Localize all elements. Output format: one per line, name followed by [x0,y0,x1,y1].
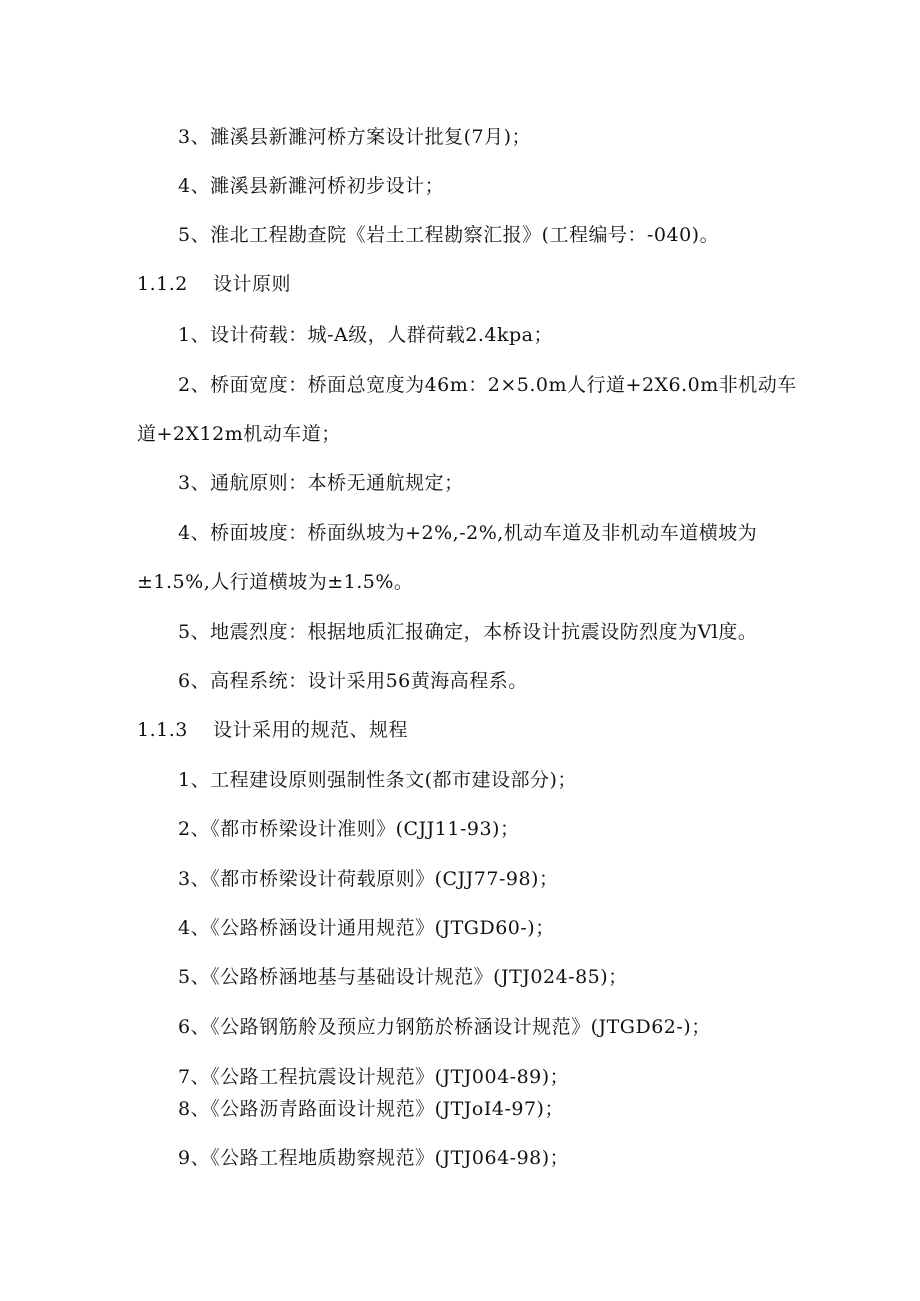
list-item: 3、濉溪县新濉河桥方案设计批复(7月)； [178,126,532,148]
list-item: 5、淮北工程勘查院《岩土工程勘察汇报》(工程编号：-040)。 [178,224,720,246]
list-item: 9、《公路工程地质勘察规范》(JTJ064-98)； [178,1147,570,1169]
list-item: 4、濉溪县新濉河桥初步设计； [178,175,445,197]
list-item: 6、高程系统：设计采用56黄海高程系。 [178,670,528,692]
section-number: 1.1.2 [137,273,188,295]
list-item: 3、《都市桥梁设计荷载原则》(CJJ77-98)； [178,868,559,890]
section-title: 设计原则 [213,273,292,295]
list-item: 8、《公路沥青路面设计规范》(JTJoI4-97)； [178,1098,564,1120]
section-heading-1-1-3 [137,717,408,743]
list-item: 2、《都市桥梁设计准则》(CJJ11-93)； [178,818,520,840]
section-heading-1-1-2 [137,271,291,297]
list-item-continuation: ±1.5%,人行道横坡为±1.5%。 [137,571,414,593]
list-item: 1、工程建设原则强制性条文(都市建设部分)； [178,769,577,791]
list-item: 1、设计荷载：城-A级，人群荷载2.4kpa； [178,324,553,346]
section-title: 设计采用的规范、规程 [213,719,409,741]
list-item: 3、通航原则：本桥无通航规定； [178,472,464,494]
list-item: 2、桥面宽度：桥面总宽度为46m：2×5.0m人行道+2X6.0m非机动车 [178,374,797,396]
list-item: 4、桥面坡度：桥面纵坡为+2%,-2%,机动车道及非机动车道横坡为 [178,522,758,544]
list-item: 6、《公路钢筋舲及预应力钢筋於桥涵设计规范》(JTGD62-)； [178,1016,711,1038]
list-item: 5、《公路桥涵地基与基础设计规范》(JTJ024-85)； [178,966,628,988]
list-item-continuation: 道+2X12m机动车道； [137,423,341,445]
list-item: 5、地震烈度：根据地质汇报确定，本桥设计抗震设防烈度为Vl度。 [178,621,758,643]
list-item: 7、《公路工程抗震设计规范》(JTJ004-89)； [178,1066,570,1088]
list-item: 4、《公路桥涵设计通用规范》(JTGD60-)； [178,917,555,939]
section-number: 1.1.3 [137,719,188,741]
